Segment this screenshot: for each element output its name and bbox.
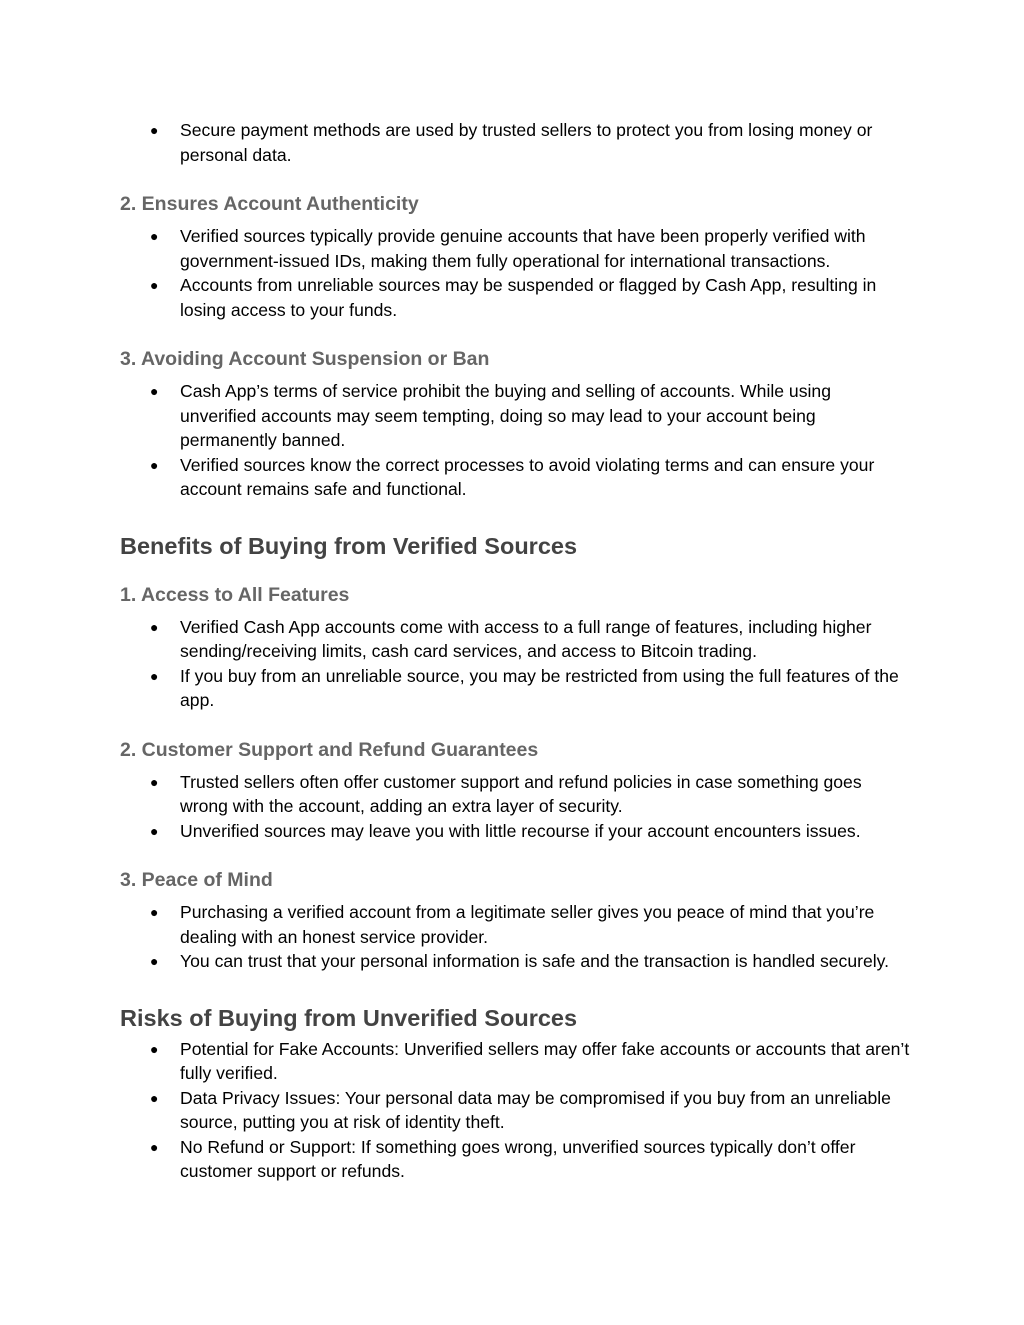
peace-list [120, 900, 910, 974]
list-item: ● Verified Cash App accounts come with access to a full range of features, including higher sending/receiving limits, cash card services, and access to Bitcoin trading. [120, 615, 910, 664]
heading-peace-of-mind: 3. Peace of Mind [120, 869, 273, 891]
risks-list [120, 1037, 910, 1184]
heading-avoiding-suspension: 3. Avoiding Account Suspension or Ban [120, 348, 490, 370]
heading-ensures-authenticity: 2. Ensures Account Authenticity [120, 193, 419, 215]
list-item: ● If you buy from an unreliable source, you may be restricted from using the full features of the app. [120, 664, 910, 713]
heading-risks: Risks of Buying from Unverified Sources [120, 1004, 578, 1031]
authenticity-list [120, 224, 910, 322]
list-item: ● Secure payment methods are used by trusted sellers to protect you from losing money or personal data. [120, 118, 910, 167]
list-item: ● No Refund or Support: If something goes wrong, unverified sources typically don’t offer customer support or refunds. [120, 1135, 910, 1184]
document-content [120, 118, 910, 1184]
list-item: ● Potential for Fake Accounts: Unverified sellers may offer fake accounts or accounts that aren’t fully verified. [120, 1037, 910, 1086]
list-item: ● Data Privacy Issues: Your personal data may be compromised if you buy from an unreliable source, putting you at risk of identity theft. [120, 1086, 910, 1135]
heading-customer-support: 2. Customer Support and Refund Guarantees [120, 738, 539, 761]
suspension-list [120, 379, 910, 502]
list-item: ● Verified sources typically provide genuine accounts that have been properly verified with government-issued IDs, making them fully operational for international transactions. [120, 224, 910, 273]
list-item: ● Cash App’s terms of service prohibit the buying and selling of accounts. While using unverified accounts may seem tempting, doing so may lead to your account being permanently banned. [120, 379, 910, 453]
heading-benefits: Benefits of Buying from Verified Sources [120, 532, 578, 559]
list-item: ● Trusted sellers often offer customer support and refund policies in case something goes wrong with the account, adding an extra layer of security. [120, 770, 910, 819]
features-list [120, 615, 910, 713]
list-item: ● Unverified sources may leave you with little recourse if your account encounters issues. [120, 819, 910, 844]
list-item: ● Purchasing a verified account from a legitimate seller gives you peace of mind that you’re dealing with an honest service provider. [120, 900, 910, 949]
heading-access-features: 1. Access to All Features [120, 583, 350, 606]
list-item: ● Accounts from unreliable sources may be suspended or flagged by Cash App, resulting in losing access to your funds. [120, 273, 910, 322]
list-item: ● Verified sources know the correct processes to avoid violating terms and can ensure your account remains safe and functional. [120, 453, 910, 502]
intro-list [120, 118, 910, 167]
support-list [120, 770, 910, 844]
list-item: ● You can trust that your personal information is safe and the transaction is handled securely. [120, 949, 910, 974]
